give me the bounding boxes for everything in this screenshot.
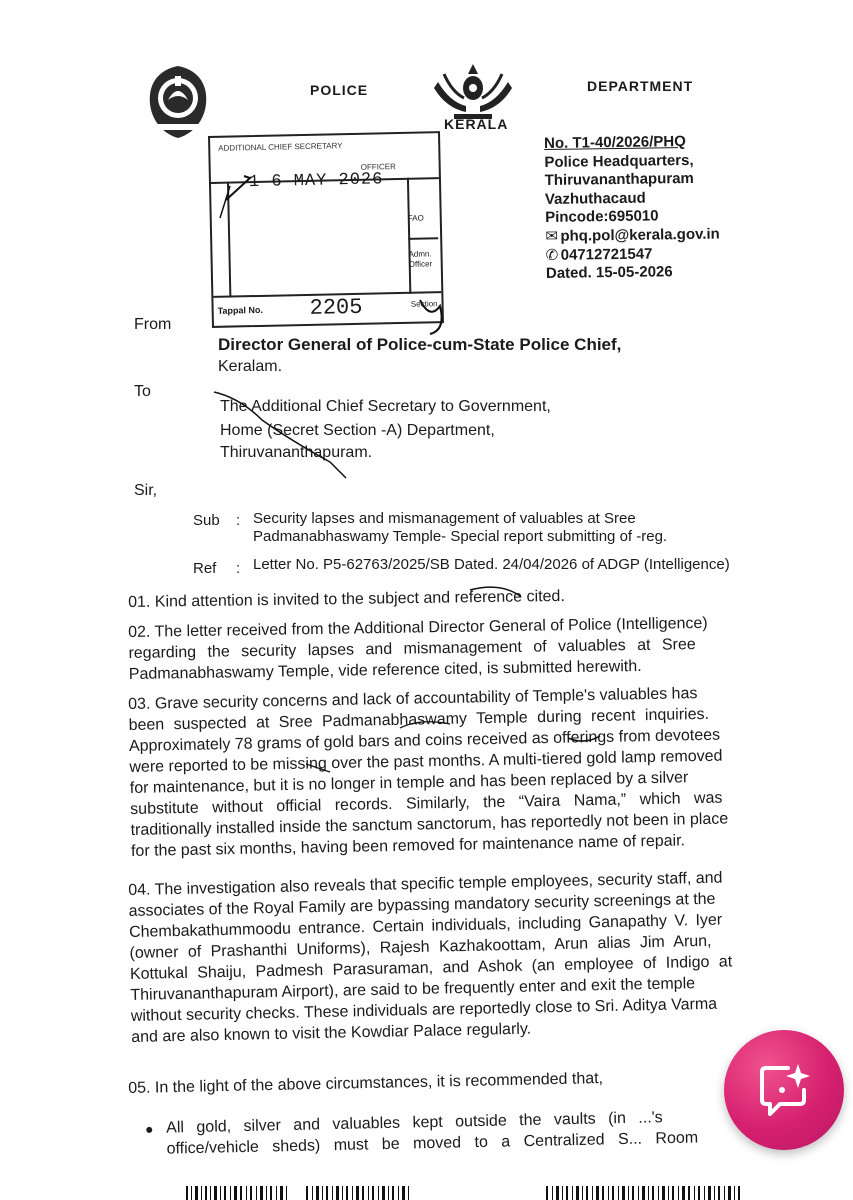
paragraph-line: for maintenance, but it is no longer in temple and has been replaced by a silver (129, 769, 689, 797)
bullet-line: office/vehicle sheds) must be moved to a Centralized S... Room (166, 1129, 699, 1158)
office-city: Thiruvananthapuram (544, 170, 694, 190)
paragraph-01 (128, 582, 848, 613)
stamp-separator (408, 237, 438, 240)
subject-line-1: Security lapses and mismanagement of valuables at Sree (253, 510, 636, 527)
header-kerala: KERALA (444, 116, 509, 132)
paragraph-line: substitute without official records. Similarly, the “Vaira Nama,” which was (130, 789, 723, 818)
paragraph-04 (128, 865, 851, 1048)
bullet-dot (146, 1127, 152, 1133)
paragraph-line: were reported to be missing over the past months. A multi-tiered gold lamp removed (129, 747, 723, 776)
barcode (186, 1184, 826, 1200)
ai-assistant-button[interactable] (724, 1030, 844, 1150)
subject-label: Sub (193, 512, 220, 529)
recipient-city: Thiruvananthapuram. (220, 444, 373, 461)
paragraph-line: 05. In the light of the above circumstances, it is recommended that, (128, 1070, 604, 1097)
envelope-icon: ✉ (545, 227, 559, 245)
recipient-title: The Additional Chief Secretary to Government, (220, 398, 551, 415)
kerala-police-emblem-icon (142, 62, 214, 140)
paragraph-line: 01. Kind attention is invited to the subject and reference cited. (128, 587, 565, 611)
stamp-section-label: Section (410, 299, 438, 309)
stamp-tappal-number: 2205 (309, 294, 363, 321)
stamp-date-box (227, 178, 411, 298)
paragraph-line: and are also known to visit the Kowdiar Palace regularly. (131, 1020, 532, 1046)
office-pincode: Pincode:695010 (545, 207, 659, 227)
paragraph-line: Approximately 78 grams of gold bars and coins received as offerings from devotees (128, 726, 721, 755)
sender-title: Director General of Police-cum-State Police Chief, (218, 335, 622, 354)
phone-icon: ✆ (545, 246, 559, 264)
stamp-date: 1 6 MAY 2026 (248, 170, 384, 193)
reference-label: Ref (193, 560, 217, 577)
file-number: No. T1-40/2026/PHQ (544, 133, 686, 152)
sparkle-chat-icon (752, 1060, 816, 1120)
from-label: From (134, 316, 172, 333)
paragraph-line: been suspected at Sree Padmanabhaswamy Temple during recent inquiries. (128, 705, 710, 734)
paragraph-02 (128, 611, 849, 685)
paragraph-line: Thiruvananthapuram Airport), are said to be frequently enter and exit the temple (130, 975, 696, 1004)
office-name: Police Headquarters, (544, 151, 694, 171)
header-police: POLICE (310, 82, 369, 98)
subject-colon: : (236, 512, 241, 529)
paragraph-line: Chembakathummoodu entrance. Certain individuals, including Ganapathy V. Iyer (128, 911, 723, 941)
paragraph-line: associates of the Royal Family are bypassing mandatory security screenings at the (128, 890, 716, 920)
recommendation-bullet (146, 1106, 698, 1160)
office-email: phq.pol@kerala.gov.in (560, 225, 720, 245)
sender-location: Keralam. (218, 358, 283, 375)
header-department: DEPARTMENT (587, 78, 694, 94)
paragraph-line: regarding the security lapses and mismanagement of valuables at Sree (128, 636, 696, 662)
paragraph-line: Padmanabhaswamy Temple, vide reference cited, is submitted herewith. (128, 657, 642, 683)
stamp-tappal-label: Tappal No. (217, 304, 264, 316)
recipient-department: Home (Secret Section -A) Department, (220, 422, 495, 439)
office-address (544, 131, 846, 284)
paragraph-line: for the past six months, having been removed for maintenance name of repair. (130, 832, 686, 860)
salutation: Sir, (134, 482, 158, 499)
paragraph-line: 04. The investigation also reveals that specific temple employees, security staff, and (128, 869, 723, 899)
office-locality: Vazhuthacaud (544, 189, 646, 208)
paragraph-line: 02. The letter received from the Additional Director General of Police (Intelligence) (128, 614, 708, 641)
subject-line-2: Padmanabhaswamy Temple- Special report submitting of -reg. (253, 528, 668, 545)
stamp-fao: FAO (407, 213, 424, 223)
to-label: To (134, 383, 151, 400)
paragraph-line: without security checks. These individuals are reportedly close to Sri. Aditya Varma (130, 995, 718, 1025)
reference-line: Letter No. P5-62763/2025/SB Dated. 24/04/2026 of ADGP (Intelligence) (253, 556, 730, 573)
stamp-header-left: ADDITIONAL CHIEF SECRETARY (218, 141, 343, 153)
office-phone: 04712721547 (560, 245, 653, 264)
stamp-footer (213, 291, 442, 326)
stamp-admin-officer: Admn. Officer (408, 249, 433, 269)
bullet-line: All gold, silver and valuables kept outside the vaults (in ...'s (166, 1109, 663, 1137)
receipt-stamp (208, 131, 444, 328)
stamp-header-right: OFFICER (360, 162, 396, 172)
paragraph-line: Kottukal Shaiju, Padmesh Parasuraman, and Ashok (an employee of Indigo at (129, 953, 733, 983)
letter-date: Dated. 15-05-2026 (545, 263, 673, 283)
paragraph-line: (owner of Prashanthi Uniforms), Rajesh Kazhakoottam, Arun alias Jim Arun, (129, 932, 712, 962)
paragraph-line: traditionally installed inside the sanctum sanctorum, has reportedly not been in place (130, 810, 729, 839)
reference-colon: : (236, 560, 241, 577)
paragraph-03 (128, 680, 851, 862)
paragraph-line: 03. Grave security concerns and lack of accountability of Temple's valuables has (128, 685, 698, 713)
